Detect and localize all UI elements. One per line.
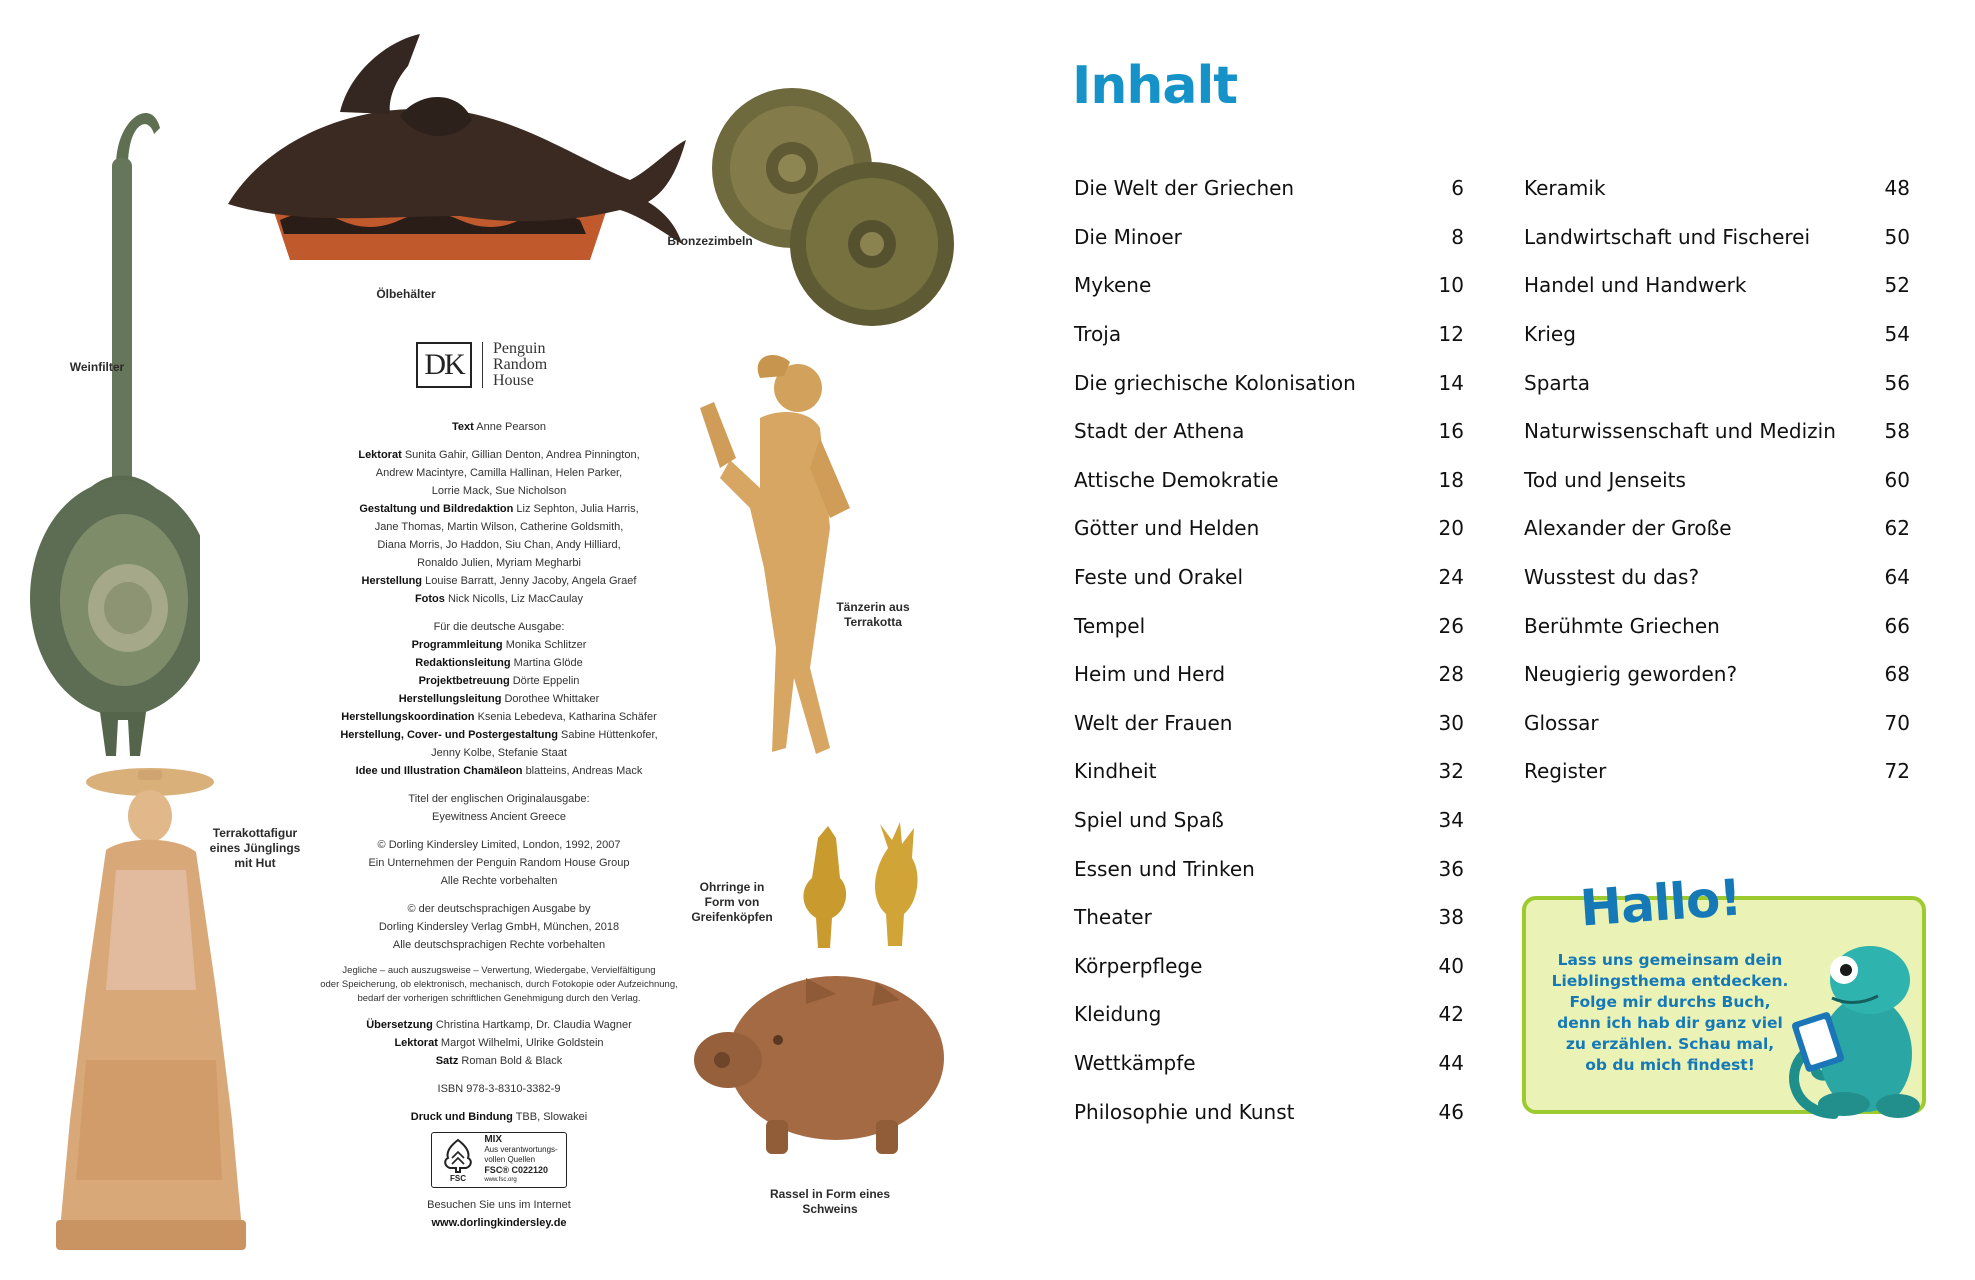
gold-earrings-image	[788, 818, 938, 958]
toc-entry[interactable]	[1524, 310, 1910, 359]
toc-entry-page: 54	[1884, 322, 1910, 347]
toc-entry[interactable]	[1524, 699, 1910, 748]
toc-entry[interactable]	[1074, 1039, 1464, 1088]
copyright-de: © der deutschsprachigen Ausgabe by Dorling Kindersley Verlag GmbH, München, 2018 Alle deutschsprachigen Rechte vorbehalten	[378, 903, 620, 951]
original-title: Titel der englischen Originalausgabe: Eyewitness Ancient Greece	[408, 793, 590, 823]
toc-entry[interactable]	[1074, 844, 1464, 893]
toc-entry-title: Keramik	[1524, 176, 1606, 201]
toc-entry-title: Spiel und Spaß	[1074, 808, 1224, 833]
toc-entry[interactable]	[1524, 747, 1910, 796]
hallo-title: Hallo!	[1578, 868, 1743, 938]
toc-entry-page: 18	[1438, 467, 1464, 492]
toc-entry[interactable]	[1074, 990, 1464, 1039]
toc-entry-title: Berühmte Griechen	[1524, 613, 1720, 638]
toc-entry-page: 56	[1884, 370, 1910, 395]
toc-entry-title: Wusstest du das?	[1524, 565, 1700, 590]
toc-entry-title: Tod und Jenseits	[1524, 467, 1686, 492]
toc-entry-title: Die griechische Kolonisation	[1074, 370, 1356, 395]
caption-terrakottafigur: Terrakottafigur eines Jünglings mit Hut	[209, 826, 301, 870]
credit-de-team: Für die deutsche Ausgabe: Programmleitung Monika Schlitzer Redaktionsleitung Martina Glöde Projektbetreuung Dörte Eppelin Herstellungsleitung Dorothee Whittaker Herstellungskoordination Ksenia Lebedeva, Katharina Schäfer Herstellung, Cover- und Postergestaltung Sabine Hüttenkofer, Jenny Kolbe, Stefanie Staat Idee und Illustration Chamäleon blatteins, Andreas Mack	[340, 621, 658, 777]
fsc-logo-text: FSC	[450, 1174, 467, 1182]
bronze-cymbals-image	[708, 84, 958, 334]
toc-entry[interactable]	[1074, 747, 1464, 796]
toc-entry[interactable]	[1074, 504, 1464, 553]
hallo-message: Lass uns gemeinsam dein Lieblingsthema entdecken. Folge mir durchs Buch, denn ich hab dir ganz viel zu erzählen. Schau mal, ob du mich findest!	[1551, 951, 1789, 1074]
toc-entry-page: 26	[1438, 613, 1464, 638]
toc-entry-page: 50	[1884, 224, 1910, 249]
website-link[interactable]: www.dorlingkindersley.de	[431, 1217, 567, 1229]
caption-ohrringe: Ohrringe in Form von Greifenköpfen	[691, 880, 773, 924]
toc-entry[interactable]	[1524, 407, 1910, 456]
toc-entry[interactable]	[1074, 601, 1464, 650]
caption-rassel: Rassel in Form eines Schweins	[769, 1187, 891, 1216]
toc-entry-title: Tempel	[1074, 613, 1146, 638]
toc-entry[interactable]	[1074, 310, 1464, 359]
toc-entry[interactable]	[1074, 796, 1464, 845]
fsc-badge	[431, 1132, 566, 1188]
toc-entry[interactable]	[1074, 261, 1464, 310]
toc-entry-page: 36	[1438, 856, 1464, 881]
penguin-random-house-wordmark: Penguin Random House	[493, 340, 548, 389]
wine-strainer-image	[20, 88, 200, 768]
toc-entry-page: 58	[1884, 419, 1910, 444]
toc-title: Inhalt	[1072, 56, 1238, 116]
credit-translation: Übersetzung Christina Hartkamp, Dr. Claudia Wagner Lektorat Margot Wilhelmi, Ulrike Goldstein Satz Roman Bold & Black	[366, 1019, 632, 1067]
caption-weinfilter: Weinfilter	[69, 360, 125, 374]
dk-logo-mark: DK	[416, 342, 472, 388]
toc-entry-page: 6	[1451, 176, 1464, 201]
dk-penguin-logo	[416, 340, 586, 390]
toc-entry-page: 38	[1438, 905, 1464, 930]
toc-entry[interactable]	[1074, 213, 1464, 262]
credit-text: Text Anne Pearson	[452, 421, 546, 433]
toc-entry-page: 66	[1884, 613, 1910, 638]
imprint-credits	[318, 418, 680, 1242]
toc-entry-page: 30	[1438, 710, 1464, 735]
toc-entry-title: Essen und Trinken	[1074, 856, 1255, 881]
toc-entry[interactable]	[1074, 358, 1464, 407]
toc-entry[interactable]	[1524, 164, 1910, 213]
toc-entry-page: 62	[1884, 516, 1910, 541]
toc-entry-page: 20	[1438, 516, 1464, 541]
credit-uk-team: Lektorat Sunita Gahir, Gillian Denton, Andrea Pinnington, Andrew Macintyre, Camilla Hallinan, Helen Parker, Lorrie Mack, Sue Nicholson Gestaltung und Bildredaktion Liz Sephton, Julia Harris, Jane Thomas, Martin Wilson, Catherine Goldsmith, Diana Morris, Jo Haddon, Siu Chan, Andy Hilliard, Ronaldo Julien, Myriam Megharbi Herstellung Louise Barratt, Jenny Jacoby, Angela Graef Fotos Nick Nicolls, Liz MacCaulay	[358, 449, 640, 605]
pig-rattle-image	[686, 960, 952, 1160]
toc-entry-title: Attische Demokratie	[1074, 467, 1279, 492]
toc-entry-page: 48	[1884, 176, 1910, 201]
toc-entry-title: Troja	[1074, 322, 1122, 347]
toc-entry-title: Mykene	[1074, 273, 1152, 298]
toc-entry-title: Alexander der Große	[1524, 516, 1732, 541]
toc-entry[interactable]	[1524, 261, 1910, 310]
chameleon-mascot-icon	[1774, 924, 1930, 1124]
toc-entry-page: 16	[1438, 419, 1464, 444]
isbn: ISBN 978-3-8310-3382-9	[437, 1083, 561, 1095]
toc-column-2	[1524, 164, 1910, 796]
toc-entry[interactable]	[1524, 456, 1910, 505]
toc-entry-title: Welt der Frauen	[1074, 710, 1233, 735]
toc-entry-title: Stadt der Athena	[1074, 419, 1245, 444]
toc-entry[interactable]	[1524, 601, 1910, 650]
toc-entry-title: Sparta	[1524, 370, 1590, 395]
toc-entry[interactable]	[1074, 407, 1464, 456]
terracotta-dancer-image	[690, 348, 860, 778]
toc-entry[interactable]	[1074, 456, 1464, 505]
toc-entry-title: Heim und Herd	[1074, 662, 1226, 687]
caption-taenzerin: Tänzerin aus Terrakotta	[836, 600, 910, 629]
fsc-text: MIX Aus verantwortungs- vollen Quellen FSC® C022120 www.fsc.org	[484, 1134, 558, 1183]
toc-entry-page: 70	[1884, 710, 1910, 735]
copyright-uk: © Dorling Kindersley Limited, London, 1992, 2007 Ein Unternehmen der Penguin Random House Group Alle Rechte vorbehalten	[368, 839, 630, 887]
toc-entry-page: 64	[1884, 565, 1910, 590]
toc-entry[interactable]	[1074, 893, 1464, 942]
toc-entry-title: Wettkämpfe	[1074, 1050, 1196, 1075]
toc-entry[interactable]	[1524, 553, 1910, 602]
toc-column-1	[1074, 164, 1464, 1136]
toc-entry-title: Philosophie und Kunst	[1074, 1099, 1295, 1124]
toc-entry[interactable]	[1074, 1087, 1464, 1136]
toc-entry-page: 8	[1451, 224, 1464, 249]
toc-entry-page: 32	[1438, 759, 1464, 784]
toc-entry-title: Kindheit	[1074, 759, 1157, 784]
toc-entry-page: 72	[1884, 759, 1910, 784]
toc-entry-page: 68	[1884, 662, 1910, 687]
toc-entry-title: Kleidung	[1074, 1002, 1162, 1027]
toc-entry[interactable]	[1524, 213, 1910, 262]
toc-entry[interactable]	[1074, 699, 1464, 748]
toc-entry-page: 14	[1438, 370, 1464, 395]
toc-entry-title: Neugierig geworden?	[1524, 662, 1738, 687]
toc-entry-page: 60	[1884, 467, 1910, 492]
fsc-tree-icon	[440, 1138, 476, 1182]
toc-entry-page: 34	[1438, 808, 1464, 833]
toc-entry-title: Die Welt der Griechen	[1074, 176, 1295, 201]
toc-entry-title: Theater	[1074, 905, 1152, 930]
toc-entry-title: Die Minoer	[1074, 224, 1182, 249]
toc-entry-title: Naturwissenschaft und Medizin	[1524, 419, 1836, 444]
toc-entry-title: Glossar	[1524, 710, 1599, 735]
toc-entry[interactable]	[1074, 164, 1464, 213]
toc-entry-page: 46	[1438, 1099, 1464, 1124]
toc-entry[interactable]	[1074, 553, 1464, 602]
toc-entry[interactable]	[1524, 650, 1910, 699]
legal-notice: Jegliche – auch auszugsweise – Verwertung, Wiedergabe, Vervielfältigung oder Speicherung, ob elektronisch, mechanisch, durch Fotokopie oder Aufzeichnung, bedarf der vorherigen schriftlichen Genehmigung durch den Verlag.	[320, 965, 678, 1004]
caption-bronzezimbeln: Bronzezimbeln	[667, 234, 753, 248]
toc-entry-page: 40	[1438, 953, 1464, 978]
toc-entry[interactable]	[1524, 358, 1910, 407]
toc-entry-page: 44	[1438, 1050, 1464, 1075]
toc-entry-title: Krieg	[1524, 322, 1576, 347]
toc-entry-page: 28	[1438, 662, 1464, 687]
toc-entry-title: Götter und Helden	[1074, 516, 1260, 541]
toc-entry[interactable]	[1074, 650, 1464, 699]
toc-entry-title: Körperpflege	[1074, 953, 1203, 978]
print-binding: Druck und Bindung TBB, Slowakei	[410, 1111, 588, 1123]
toc-entry-page: 10	[1438, 273, 1464, 298]
toc-entry-page: 24	[1438, 565, 1464, 590]
toc-entry-title: Feste und Orakel	[1074, 565, 1243, 590]
toc-entry[interactable]	[1074, 942, 1464, 991]
oil-vessel-dolphin-image	[220, 30, 690, 280]
toc-entry-page: 42	[1438, 1002, 1464, 1027]
website-block: Besuchen Sie uns im Internet www.dorlingkindersley.de	[427, 1199, 571, 1229]
toc-entry-page: 52	[1884, 273, 1910, 298]
logo-separator	[482, 342, 483, 388]
toc-entry-title: Handel und Handwerk	[1524, 273, 1747, 298]
toc-entry-title: Landwirtschaft und Fischerei	[1524, 224, 1811, 249]
toc-entry[interactable]	[1524, 504, 1910, 553]
caption-oelbehaelter: Ölbehälter	[376, 287, 436, 301]
toc-entry-page: 12	[1438, 322, 1464, 347]
toc-entry-title: Register	[1524, 759, 1607, 784]
